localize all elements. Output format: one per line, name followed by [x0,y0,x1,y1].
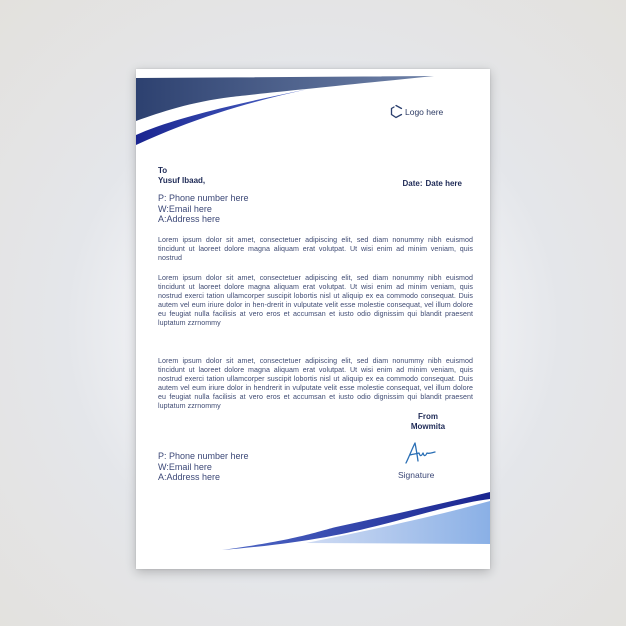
body-paragraph-1: Lorem ipsum dolor sit amet, consectetuer adipiscing elit, sed diam nonummy nibh euismod tincidunt ut laoreet dolore magna aliquam erat volutpat. Ut wisi enim ad minim veniam, quis nostrud [158,236,473,263]
recipient-label: To [158,166,168,175]
body-paragraph-2: Lorem ipsum dolor sit amet, consectetuer adipiscing elit, sed diam nonummy nibh euismod tincidunt ut laoreet dolore magna aliquam erat volutpat. Ut wisi enim ad minim veniam, quis nostrud exerci tation ullamcorper suscipit lobortis nisl ut aliquip ex ea commodo consequat. Duis autem vel eum iriure dolor in hen-drerit in vulputate velit esse molestie consequat, vel illum dolore eu feugiat nulla facilisis at vero eros et accumsan et iusto odio dignissim qui blandit praesent luptatum zzrnommy [158,274,473,328]
bottom-sky-wave [306,501,490,544]
contact-phone: P: Phone number here [158,451,249,461]
date-value: Date here [425,179,462,188]
contact-phone: P: Phone number here [158,193,249,203]
contact-block-bottom [158,451,249,483]
signature-label: Signature [398,470,435,480]
logo-text: Logo here [405,107,444,117]
contact-email: W:Email here [158,203,212,214]
from-label: From [418,412,438,421]
sender-block [398,412,458,432]
recipient-name: Yusuf Ibaad, [158,176,206,185]
contact-block-top [158,193,249,225]
hexagon-icon [390,104,404,120]
sender-name: Mowmita [410,422,446,431]
body-paragraph-3: Lorem ipsum dolor sit amet, consectetuer adipiscing elit, sed diam nonummy nibh euismod tincidunt ut laoreet dolore magna aliquam erat volutpat. Ut wisi enim ad minim veniam, quis nostrud exerci tation ullamcorper suscipit lobortis nisl ut aliquip ex ea commodo consequat. Duis autem vel eum iriure dolor in hendrerit in vulputate velit esse molestie consequat, vel illum dolore eu feugiat nulla facilisis at vero eros et accumsan et iusto odio dignissim qui blandit praesent luptatum zzrnommy [158,357,473,411]
contact-email: W:Email here [158,461,212,472]
date-line [403,179,462,188]
contact-address: A:Address here [158,214,221,224]
contact-address: A:Address here [158,472,221,482]
letterhead-page [136,69,490,569]
date-label: Date: [402,179,423,188]
signature-icon [401,439,441,467]
